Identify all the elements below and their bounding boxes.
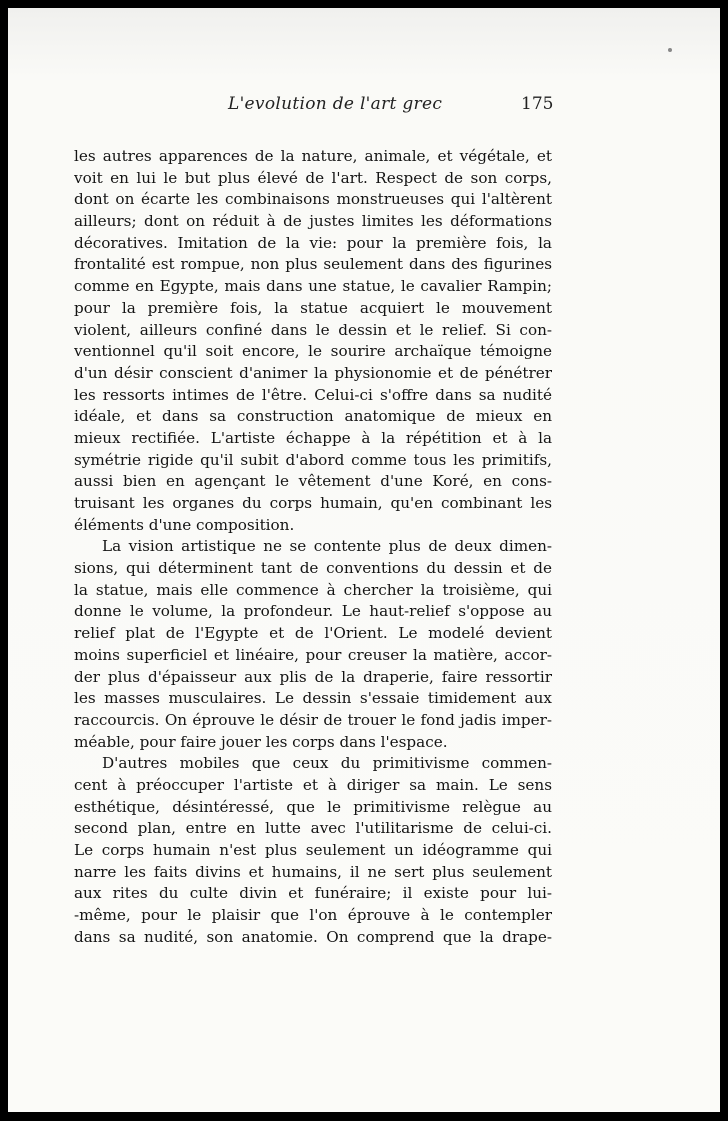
text-line: Le corps humain n'est plus seulement un idéogramme qui — [74, 841, 552, 859]
text-line: symétrie rigide qu'il subit d'abord comme tous les primitifs, — [74, 450, 552, 469]
text-line: moins superficiel et linéaire, pour creuser la matière, accor- — [74, 645, 552, 664]
text-line: mieux rectifiée. L'artiste échappe à la répétition et à la — [74, 428, 552, 447]
paragraph-end-line: éléments d'une composition. — [74, 515, 295, 534]
text-line: dans sa nudité, son anatomie. On comprend que la drape- — [74, 927, 552, 946]
text-line: aux rites du culte divin et funéraire; il existe pour lui- — [74, 884, 552, 903]
text-line: d'un désir conscient d'animer la physionomie et de pénétrer — [74, 363, 552, 382]
text-line: voit en lui le but plus élevé de l'art. Respect de son corps, — [74, 168, 552, 187]
text-line: décoratives. Imitation de la vie: pour la première fois, la — [74, 233, 552, 252]
ink-speck — [668, 48, 672, 52]
text-line: les ressorts intimes de l'être. Celui-ci s'offre dans sa nudité — [74, 385, 552, 404]
text-line: -même, pour le plaisir que l'on éprouve à le contempler — [74, 906, 552, 925]
text-line: second plan, entre en lutte avec l'utilitarisme de celui-ci. — [74, 819, 552, 838]
running-header — [8, 94, 720, 120]
text-line: aussi bien en agençant le vêtement d'une Koré, en cons- — [74, 472, 552, 491]
text-line: truisant les organes du corps humain, qu'en combinant les — [74, 494, 552, 512]
text-line: narre les faits divins et humains, il ne sert plus seulement — [74, 862, 552, 881]
text-line: relief plat de l'Egypte et de l'Orient. Le modelé devient — [74, 624, 552, 643]
book-page — [8, 8, 720, 1112]
text-line: cent à préoccuper l'artiste et à diriger sa main. Le sens — [74, 775, 552, 794]
text-line: esthétique, désintéressé, que le primitivisme relègue au — [74, 797, 552, 816]
text-line: ailleurs; dont on réduit à de justes limites les déformations — [74, 212, 552, 231]
text-line: les autres apparences de la nature, animale, et végétale, et — [74, 147, 552, 165]
text-line: comme en Egypte, mais dans une statue, le cavalier Rampin; — [74, 277, 552, 296]
body-text — [74, 146, 552, 948]
text-line: der plus d'épaisseur aux plis de la draperie, faire ressortir — [74, 667, 552, 686]
text-line: dont on écarte les combinaisons monstrueuses qui l'altèrent — [74, 190, 552, 209]
text-line: idéale, et dans sa construction anatomique de mieux en — [74, 407, 552, 426]
text-line: la statue, mais elle commence à chercher la troisième, qui — [74, 580, 552, 599]
text-line: violent, ailleurs confiné dans le dessin et le relief. Si con- — [74, 320, 552, 339]
text-line: donne le volume, la profondeur. Le haut-relief s'oppose au — [74, 602, 552, 621]
text-line: frontalité est rompue, non plus seulement dans des figurines — [74, 255, 552, 274]
paragraph-start-line: La vision artistique ne se contente plus de deux dimen- — [102, 537, 552, 556]
page-number: 175 — [521, 94, 554, 114]
text-line: sions, qui déterminent tant de conventions du dessin et de — [74, 559, 552, 578]
text-line: ventionnel qu'il soit encore, le sourire archaïque témoigne — [74, 342, 552, 361]
paragraph-start-line: D'autres mobiles que ceux du primitivisme commen- — [102, 754, 552, 773]
paragraph-end-line: méable, pour faire jouer les corps dans l'espace. — [74, 732, 448, 751]
text-line: pour la première fois, la statue acquiert le mouvement — [74, 298, 552, 317]
text-line: raccourcis. On éprouve le désir de trouer le fond jadis imper- — [74, 710, 552, 729]
text-line: les masses musculaires. Le dessin s'essaie timidement aux — [74, 689, 552, 708]
running-title: L'evolution de l'art grec — [228, 94, 443, 114]
